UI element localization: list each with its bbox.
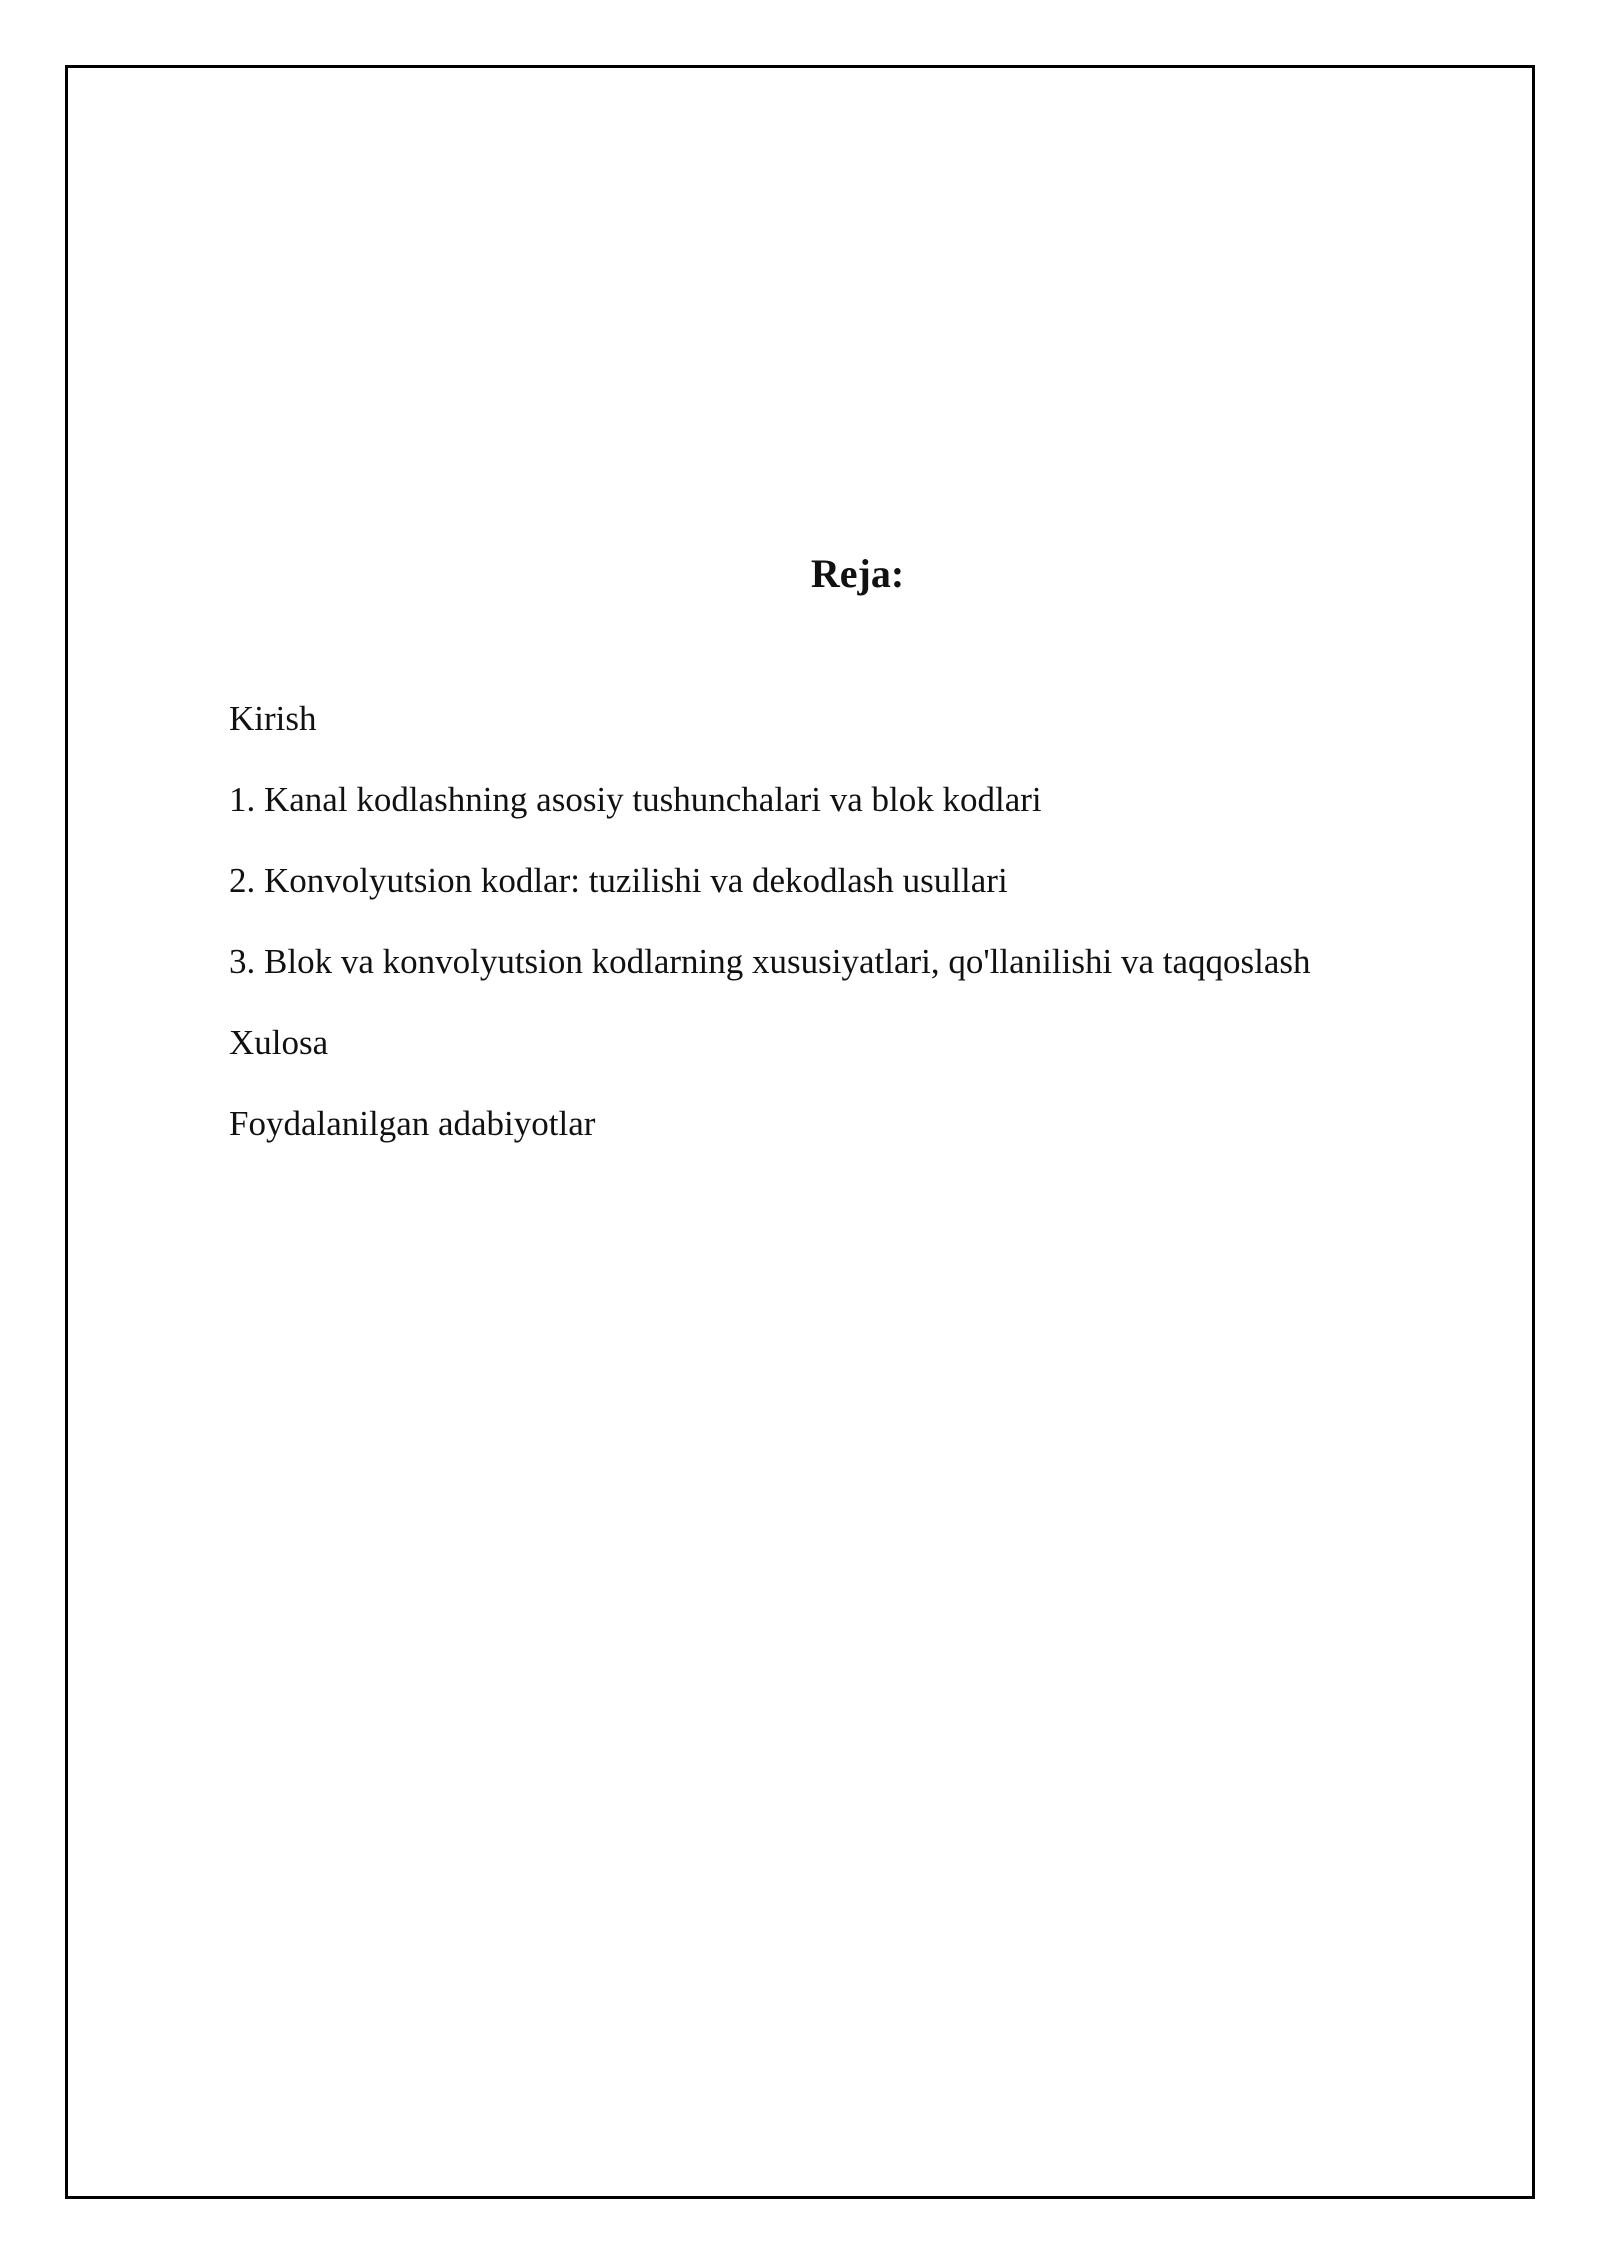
page-title: Reja: xyxy=(810,551,905,596)
plan-item-references: Foydalanilgan adabiyotlar xyxy=(229,1104,596,1143)
plan-item-introduction: Kirish xyxy=(229,699,317,738)
plan-item-3: 3. Blok va konvolyutsion kodlarning xususiyatlari, qo'llanilishi va taqqoslash xyxy=(229,942,1311,981)
plan-item-conclusion: Xulosa xyxy=(229,1023,329,1062)
plan-item-2: 2. Konvolyutsion kodlar: tuzilishi va dekodlash usullari xyxy=(229,861,1008,900)
plan-list xyxy=(229,698,1489,1184)
plan-item-1: 1. Kanal kodlashning asosiy tushunchalari va blok kodlari xyxy=(229,780,1042,819)
